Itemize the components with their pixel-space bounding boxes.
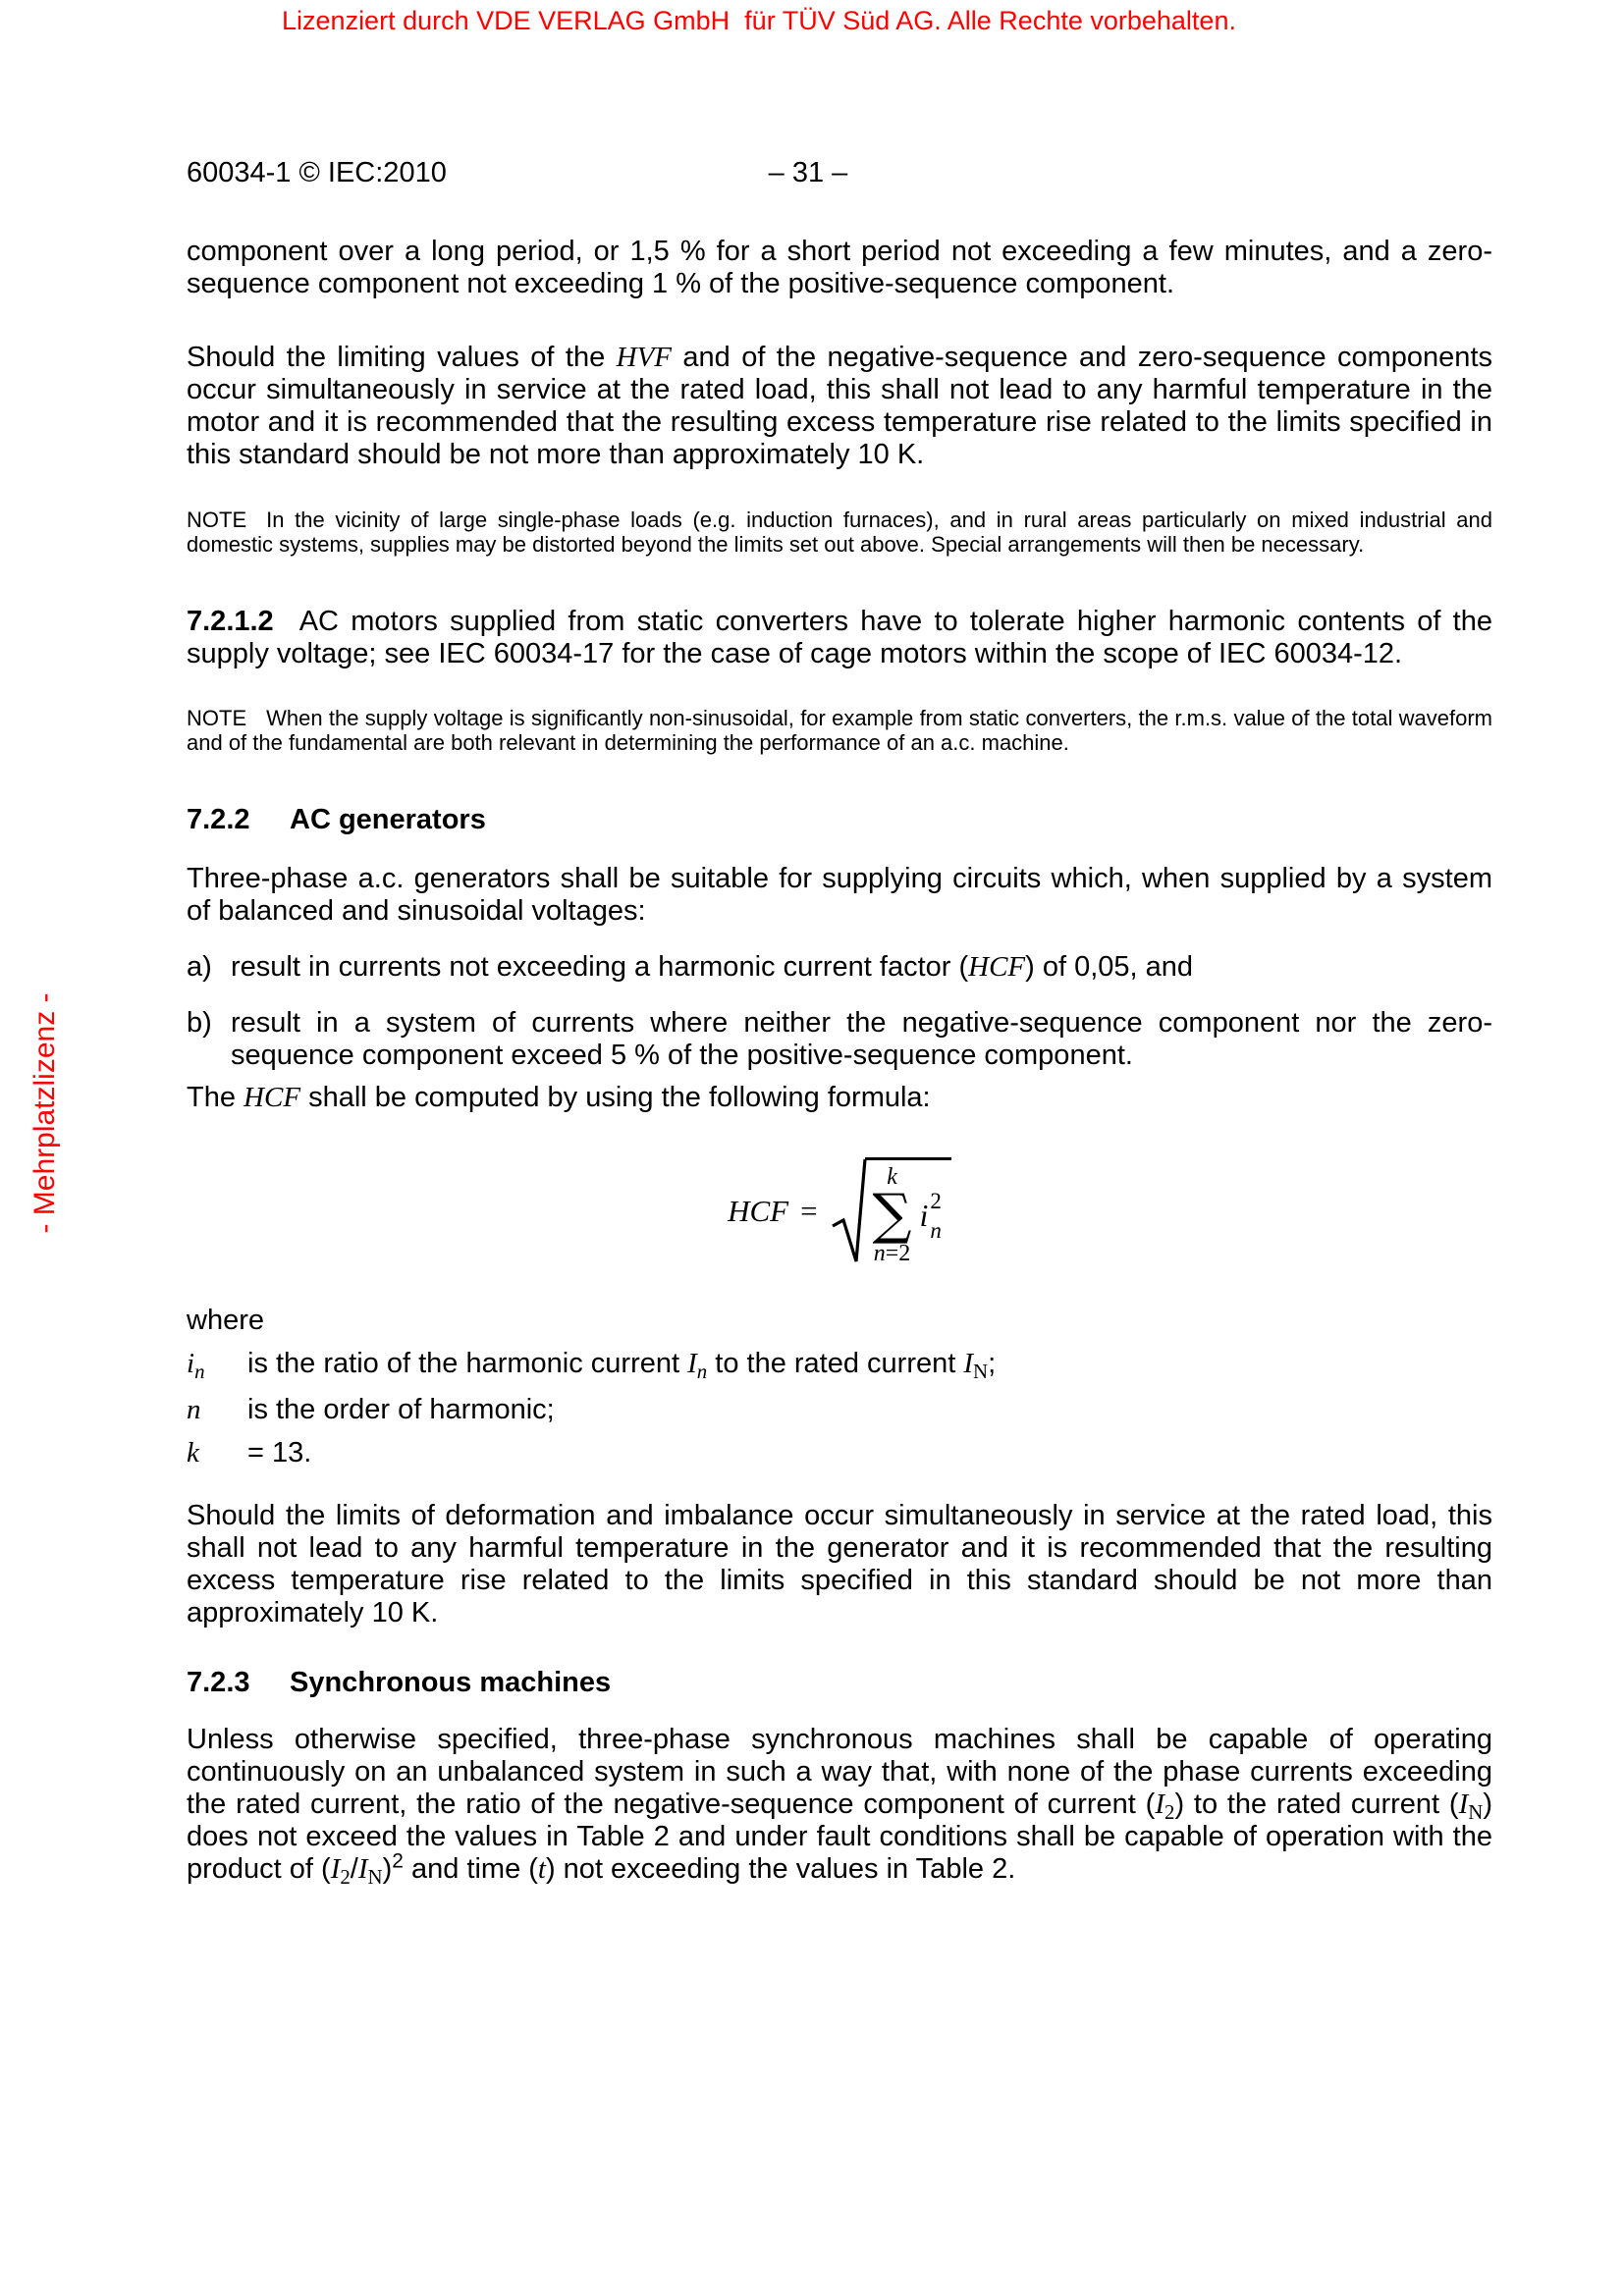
license-banner: Lizenziert durch VDE VERLAG GmbH für TÜV Süd AG. Alle Rechte vorbehalten. xyxy=(282,6,1236,35)
variable-I2: I xyxy=(330,1853,341,1886)
definition-description xyxy=(247,1348,1492,1384)
variable-hvf: HVF xyxy=(616,342,672,373)
paragraph-text: ) not exceeding the values in Table 2. xyxy=(545,1853,1016,1886)
variable-t: t xyxy=(537,1853,546,1886)
list-text: result in currents not exceeding a harmonic current factor ( xyxy=(231,951,969,983)
radicand xyxy=(865,1157,951,1265)
term-exponent: 2 xyxy=(930,1188,942,1213)
definition-description xyxy=(247,1437,1492,1469)
license-watermark-vertical: - Mehrplatzlizenz - xyxy=(28,992,61,1234)
paragraph-text: Should the limiting values of the xyxy=(187,342,617,373)
definition-term xyxy=(187,1348,247,1384)
exponent-2: 2 xyxy=(392,1849,404,1873)
definition-in xyxy=(187,1348,1492,1384)
hcf-formula xyxy=(187,1157,1492,1265)
definition-description xyxy=(247,1394,1492,1426)
paragraph-722-intro xyxy=(187,863,1492,928)
summation-lower-limit xyxy=(874,1242,911,1265)
definition-term xyxy=(187,1437,247,1469)
summation xyxy=(873,1165,912,1265)
formula-lhs: HCF xyxy=(728,1194,789,1229)
variable-In: I xyxy=(687,1348,697,1380)
list-item-b xyxy=(187,1007,1492,1072)
summation-index: n xyxy=(873,1241,886,1267)
page-number: – 31 – xyxy=(768,157,848,188)
paragraph-text: Should the limits of deformation and imbalance occur simultaneously in service at the rated load, this shall not lead to any harmful temperature in the generator and it is recommended that the resulting excess temperature rise related to the limits specified in this standard should be not more than approximately 10 K. xyxy=(187,1500,1492,1629)
paragraph-text: The xyxy=(187,1082,244,1113)
variable-IN-subscript: N xyxy=(973,1360,989,1384)
where-label xyxy=(187,1305,1492,1337)
paragraph-hcf-formula-intro xyxy=(187,1082,1492,1114)
term-scripts xyxy=(930,1190,942,1242)
summation-sign: ∑ xyxy=(872,1183,912,1247)
heading-722-ac-generators xyxy=(187,804,1492,836)
heading-title: Synchronous machines xyxy=(290,1667,612,1699)
document-reference: 60034-1 © IEC:2010 xyxy=(187,157,447,188)
variable-hcf: HCF xyxy=(244,1082,301,1113)
variable-I2-subscript: 2 xyxy=(340,1865,351,1890)
note-text: In the vicinity of large single-phase loads (e.g. induction furnaces), and in rural areas particularly on mixed industrial and domestic systems, supplies may be distorted beyond the limits set out above. Special arrangements will then be necessary. xyxy=(187,507,1492,557)
term-i: i xyxy=(187,1348,195,1380)
variable-IN: I xyxy=(357,1853,368,1886)
paragraph-text: component over a long period, or 1,5 % for a short period not exceeding a few minutes, and a zero-sequence component not exceeding 1 % of the positive-sequence component. xyxy=(187,236,1492,299)
definition-text: is the ratio of the harmonic current xyxy=(247,1348,688,1380)
where-text: where xyxy=(187,1305,264,1337)
note-label: NOTE xyxy=(187,507,247,532)
clause-text: AC motors supplied from static converters have to tolerate higher harmonic contents of the supply voltage; see IEC 60034-17 for the case of cage motors within the scope of IEC 60034-12. xyxy=(187,606,1492,669)
variable-IN-subscript: N xyxy=(1468,1800,1484,1825)
summand-term xyxy=(920,1190,942,1242)
paragraph-text: Unless otherwise specified, three-phase synchronous machines shall be capable of operating continuously on an unbalanced system in such a way that, with none of the phase currents exceeding the rated current, the ratio of the negative-sequence component of current ( xyxy=(187,1724,1492,1821)
paragraph-text: and time ( xyxy=(403,1853,538,1886)
definition-text: = 13. xyxy=(247,1437,312,1469)
clause-number: 7.2.1.2 xyxy=(187,606,274,637)
heading-number: 7.2.3 xyxy=(187,1667,250,1699)
square-root xyxy=(832,1157,951,1265)
variable-I2: I xyxy=(1155,1789,1164,1821)
definition-n xyxy=(187,1394,1492,1426)
variable-hcf: HCF xyxy=(968,951,1026,983)
heading-723-synchronous-machines xyxy=(187,1667,1492,1699)
term-n: n xyxy=(187,1394,201,1426)
definition-text: is the order of harmonic; xyxy=(247,1394,555,1426)
equals-sign: = xyxy=(800,1194,818,1229)
paragraph-text: shall be computed by using the following formula: xyxy=(300,1082,931,1113)
paragraph-text: Three-phase a.c. generators shall be suitable for supplying circuits which, when supplied by a system of balanced and sinusoidal voltages: xyxy=(187,863,1492,927)
variable-IN-subscript: N xyxy=(367,1865,383,1890)
term-k: k xyxy=(187,1437,199,1469)
paragraph-text: ) to the rated current ( xyxy=(1174,1789,1459,1821)
clause-7212 xyxy=(187,606,1492,670)
paragraph-sequence-components xyxy=(187,236,1492,300)
list-item-a xyxy=(187,951,1492,984)
summation-upper-limit: k xyxy=(887,1164,897,1190)
definition-term xyxy=(187,1394,247,1426)
paragraph-hvf-limits xyxy=(187,342,1492,471)
paragraph-deformation-imbalance xyxy=(187,1500,1492,1629)
note-label: NOTE xyxy=(187,706,247,730)
variable-I2-subscript: 2 xyxy=(1164,1800,1175,1825)
note-single-phase-loads xyxy=(187,507,1492,557)
summation-lower-value: =2 xyxy=(885,1241,911,1267)
heading-title: AC generators xyxy=(290,804,486,835)
list-marker-a: a) xyxy=(187,951,212,983)
paragraph-text: ) does not exceed the values in Table 2 and under fault conditions shall be capable of operation with the product of ( xyxy=(187,1789,1492,1886)
division-slash: / xyxy=(350,1853,358,1886)
definition-k xyxy=(187,1437,1492,1469)
term-i-subscript: n xyxy=(194,1360,205,1384)
list-marker-b: b) xyxy=(187,1007,212,1039)
term-subscript: n xyxy=(930,1217,942,1243)
definition-text: ; xyxy=(988,1348,997,1380)
definition-text: to the rated current xyxy=(707,1348,964,1380)
paragraph-723 xyxy=(187,1724,1492,1890)
note-non-sinusoidal xyxy=(187,706,1492,755)
radical-sign xyxy=(832,1157,867,1265)
term-base: i xyxy=(919,1197,929,1233)
paragraph-text: and of the negative-sequence and zero-sequence components occur simultaneously in service at the rated load, this shall not lead to any harmful temperature in the motor and it is recommended that the resulting excess temperature rise related to the limits specified in this standard should be not more than approximately 10 K. xyxy=(187,342,1492,470)
list-text: ) of 0,05, and xyxy=(1025,951,1194,983)
variable-In-subscript: n xyxy=(696,1360,708,1384)
note-text: When the supply voltage is significantly non-sinusoidal, for example from static converters, the r.m.s. value of the total waveform and of the fundamental are both relevant in determining the performance of an a.c. machine. xyxy=(187,706,1492,755)
variable-IN: I xyxy=(1458,1789,1469,1821)
heading-number: 7.2.2 xyxy=(187,804,250,835)
page-header xyxy=(187,157,1492,189)
list-text: result in a system of currents where neither the negative-sequence component nor the zero-sequence component exceed 5 % of the positive-sequence component. xyxy=(231,1007,1492,1071)
page-content xyxy=(187,157,1492,1890)
variable-IN: I xyxy=(963,1348,974,1380)
paragraph-text: ) xyxy=(382,1853,393,1886)
